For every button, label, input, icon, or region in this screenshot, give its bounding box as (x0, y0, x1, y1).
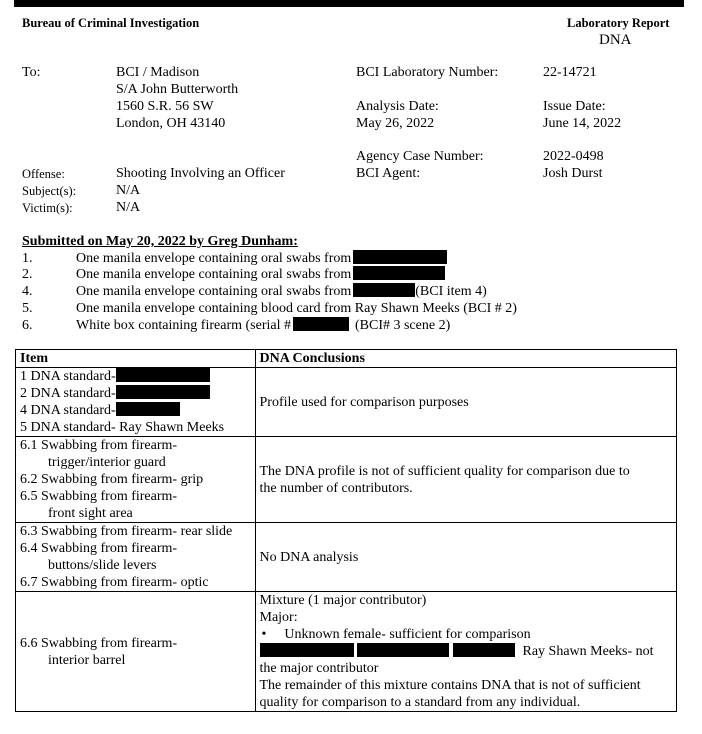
submitted-num-5: 5. (22, 301, 33, 316)
table-header-row (16, 350, 677, 368)
subjects-label: Subject(s): (22, 184, 77, 198)
bullet-item: • Unknown female- sufficient for comparison (261, 627, 531, 642)
redaction (353, 266, 445, 280)
bullet-icon: • (261, 627, 267, 642)
dna-conclusions-table (15, 349, 677, 712)
submitted-item-1: One manila envelope containing oral swabs from (76, 250, 447, 267)
row-4-items: 6.6 Swabbing from firearm- interior barrel (16, 592, 256, 712)
report-type: Laboratory Report (567, 16, 670, 30)
bci-agent-value: Josh Durst (543, 166, 603, 181)
row-3-conclusion: No DNA analysis (255, 523, 677, 592)
row-2-items: 6.1 Swabbing from firearm- trigger/interior guard 6.2 Swabbing from firearm- grip 6.5 Swabbing from firearm- front sight area (16, 437, 256, 523)
victims-label: Victim(s): (22, 201, 73, 215)
redaction (293, 317, 349, 331)
offense-label: Offense: (22, 167, 65, 181)
agency-name: Bureau of Criminal Investigation (22, 16, 200, 30)
row-3-items: 6.3 Swabbing from firearm- rear slide 6.4 Swabbing from firearm- buttons/slide levers 6.7 Swabbing from firearm- optic (16, 523, 256, 592)
table-row (16, 592, 677, 712)
lab-number-value: 22-14721 (543, 65, 597, 80)
header-rule (14, 0, 684, 7)
to-line-3: 1560 S.R. 56 SW (116, 99, 214, 114)
redaction (353, 283, 415, 297)
row-1-items: 1 DNA standard- 2 DNA standard- 4 DNA standard- 5 DNA standard- Ray Shawn Meeks (16, 368, 256, 437)
submitted-num-6: 6. (22, 318, 33, 333)
submitted-num-4: 4. (22, 284, 33, 299)
analysis-date-label: Analysis Date: (356, 99, 439, 114)
submitted-heading: Submitted on May 20, 2022 by Greg Dunham: (22, 234, 298, 249)
analysis-date-value: May 26, 2022 (356, 116, 435, 131)
redaction (116, 402, 180, 416)
offense-value: Shooting Involving an Officer (116, 166, 285, 181)
report-subtype: DNA (599, 32, 632, 48)
subjects-value: N/A (116, 183, 141, 198)
submitted-item-6: White box containing firearm (serial # (BCI# 3 scene 2) (76, 318, 451, 333)
issue-date-value: June 14, 2022 (543, 116, 622, 131)
to-line-4: London, OH 43140 (116, 116, 226, 131)
to-label: To: (22, 65, 41, 80)
row-2-conclusion: The DNA profile is not of sufficient quality for comparison due to the number of contributors. (255, 437, 677, 523)
redaction (353, 250, 447, 264)
lab-number-label: BCI Laboratory Number: (356, 65, 499, 80)
submitted-num-2: 2. (22, 267, 33, 282)
submitted-item-5: One manila envelope containing blood card from Ray Shawn Meeks (BCI # 2) (76, 301, 517, 316)
header-item: Item (16, 350, 256, 368)
redaction (260, 643, 354, 657)
table-row (16, 437, 677, 523)
redaction (453, 643, 515, 657)
agency-case-label: Agency Case Number: (356, 149, 484, 164)
issue-date-label: Issue Date: (543, 99, 606, 114)
to-line-2: S/A John Butterworth (116, 82, 239, 97)
redaction (357, 643, 449, 657)
submitted-num-1: 1. (22, 251, 33, 266)
table-row (16, 368, 677, 437)
submitted-item-4: One manila envelope containing oral swabs from (BCI item 4) (76, 284, 487, 299)
table-row (16, 523, 677, 592)
redaction (116, 368, 210, 382)
row-1-conclusion: Profile used for comparison purposes (255, 368, 677, 437)
bci-agent-label: BCI Agent: (356, 166, 421, 181)
agency-case-value: 2022-0498 (543, 149, 604, 164)
row-4-conclusion: Mixture (1 major contributor) Major: • Unknown female- sufficient for comparison Ray Shawn Meeks- not the major contributor The remainder of this mixture contains DNA that is not of sufficient quality for comparison to a standard from any individual. (255, 592, 677, 712)
header-conclusions: DNA Conclusions (255, 350, 677, 368)
submitted-item-2: One manila envelope containing oral swabs from (76, 266, 445, 283)
victims-value: N/A (116, 200, 141, 215)
to-line-1: BCI / Madison (116, 65, 200, 80)
redaction (116, 385, 210, 399)
